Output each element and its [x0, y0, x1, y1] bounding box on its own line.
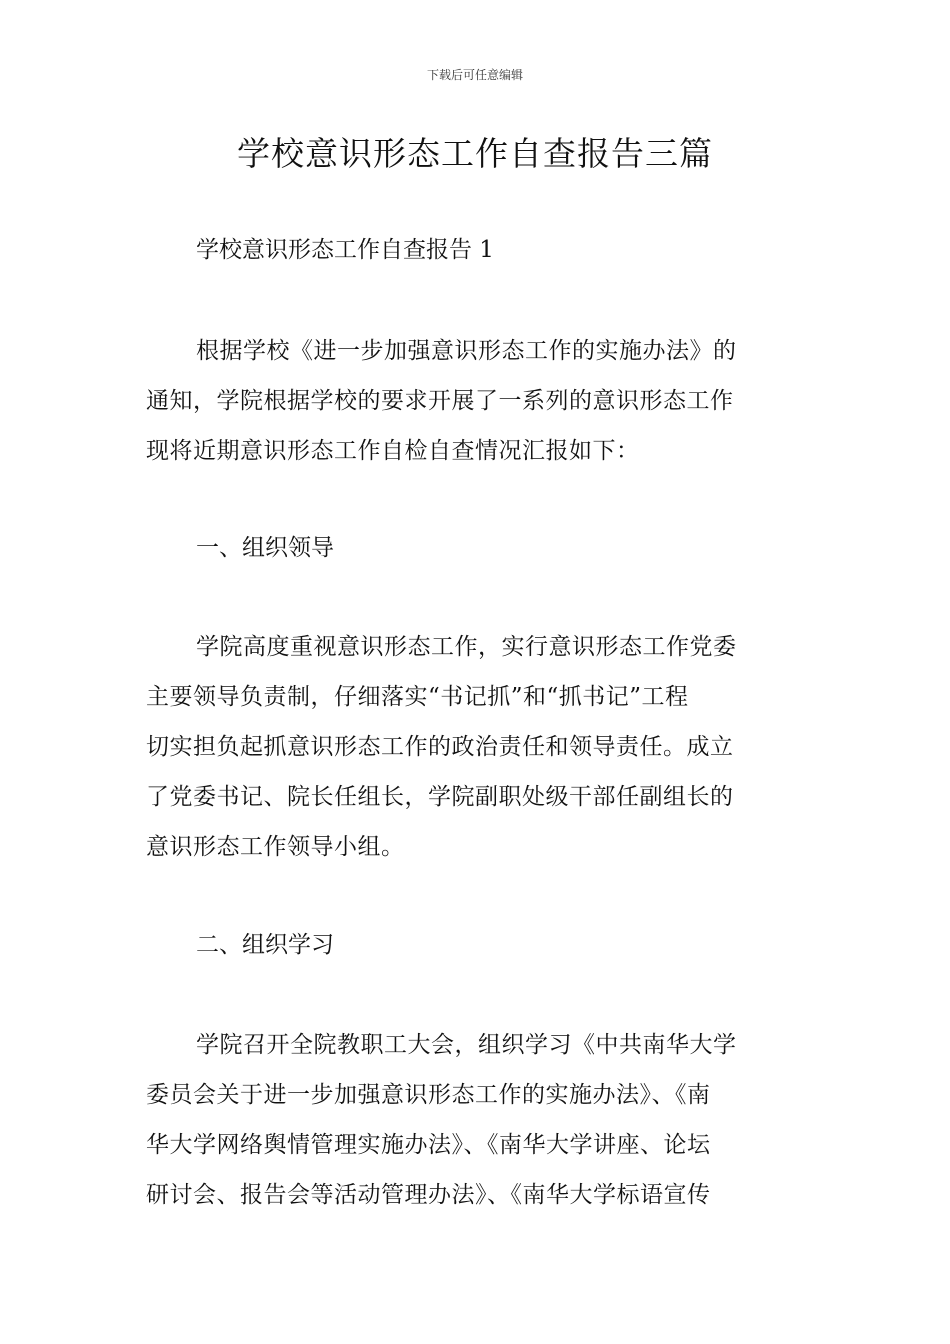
text-line: 学院召开全院教职工大会，组织学习《中共南华大学: [196, 1032, 737, 1058]
report-subtitle: 学校意识形态工作自查报告 1: [196, 237, 494, 263]
paragraph-intro: [146, 326, 808, 476]
text-line: 学院高度重视意识形态工作，实行意识形态工作党委: [196, 634, 737, 660]
text-line: 了党委书记、院长任组长，学院副职处级干部任副组长的: [146, 784, 734, 810]
section-heading-leadership: 一、组织领导: [196, 535, 334, 561]
text-line: 委员会关于进一步加强意识形态工作的实施办法》、《南: [146, 1082, 711, 1108]
paragraph-leadership: [146, 622, 808, 872]
text-line: 意识形态工作领导小组。: [146, 834, 405, 860]
text-line: 研讨会、报告会等活动管理办法》、《南华大学标语宣传: [146, 1182, 711, 1208]
document-title: 学校意识形态工作自查报告三篇: [237, 134, 713, 173]
text-line: 主要领导负责制，仔细落实“书记抓”和“抓书记”工程: [146, 684, 689, 710]
text-line: 根据学校《进一步加强意识形态工作的实施办法》的: [196, 338, 737, 364]
section-heading-study: 二、组织学习: [196, 932, 334, 958]
header-note: 下载后可任意编辑: [426, 68, 523, 82]
text-line: 现将近期意识形态工作自检自查情况汇报如下：: [146, 438, 640, 464]
paragraph-study: [146, 1020, 808, 1220]
text-line: 华大学网络舆情管理实施办法》、《南华大学讲座、论坛: [146, 1132, 711, 1158]
text-line: 通知，学院根据学校的要求开展了一系列的意识形态工作: [146, 388, 734, 414]
text-line: 切实担负起抓意识形态工作的政治责任和领导责任。成立: [146, 734, 734, 760]
